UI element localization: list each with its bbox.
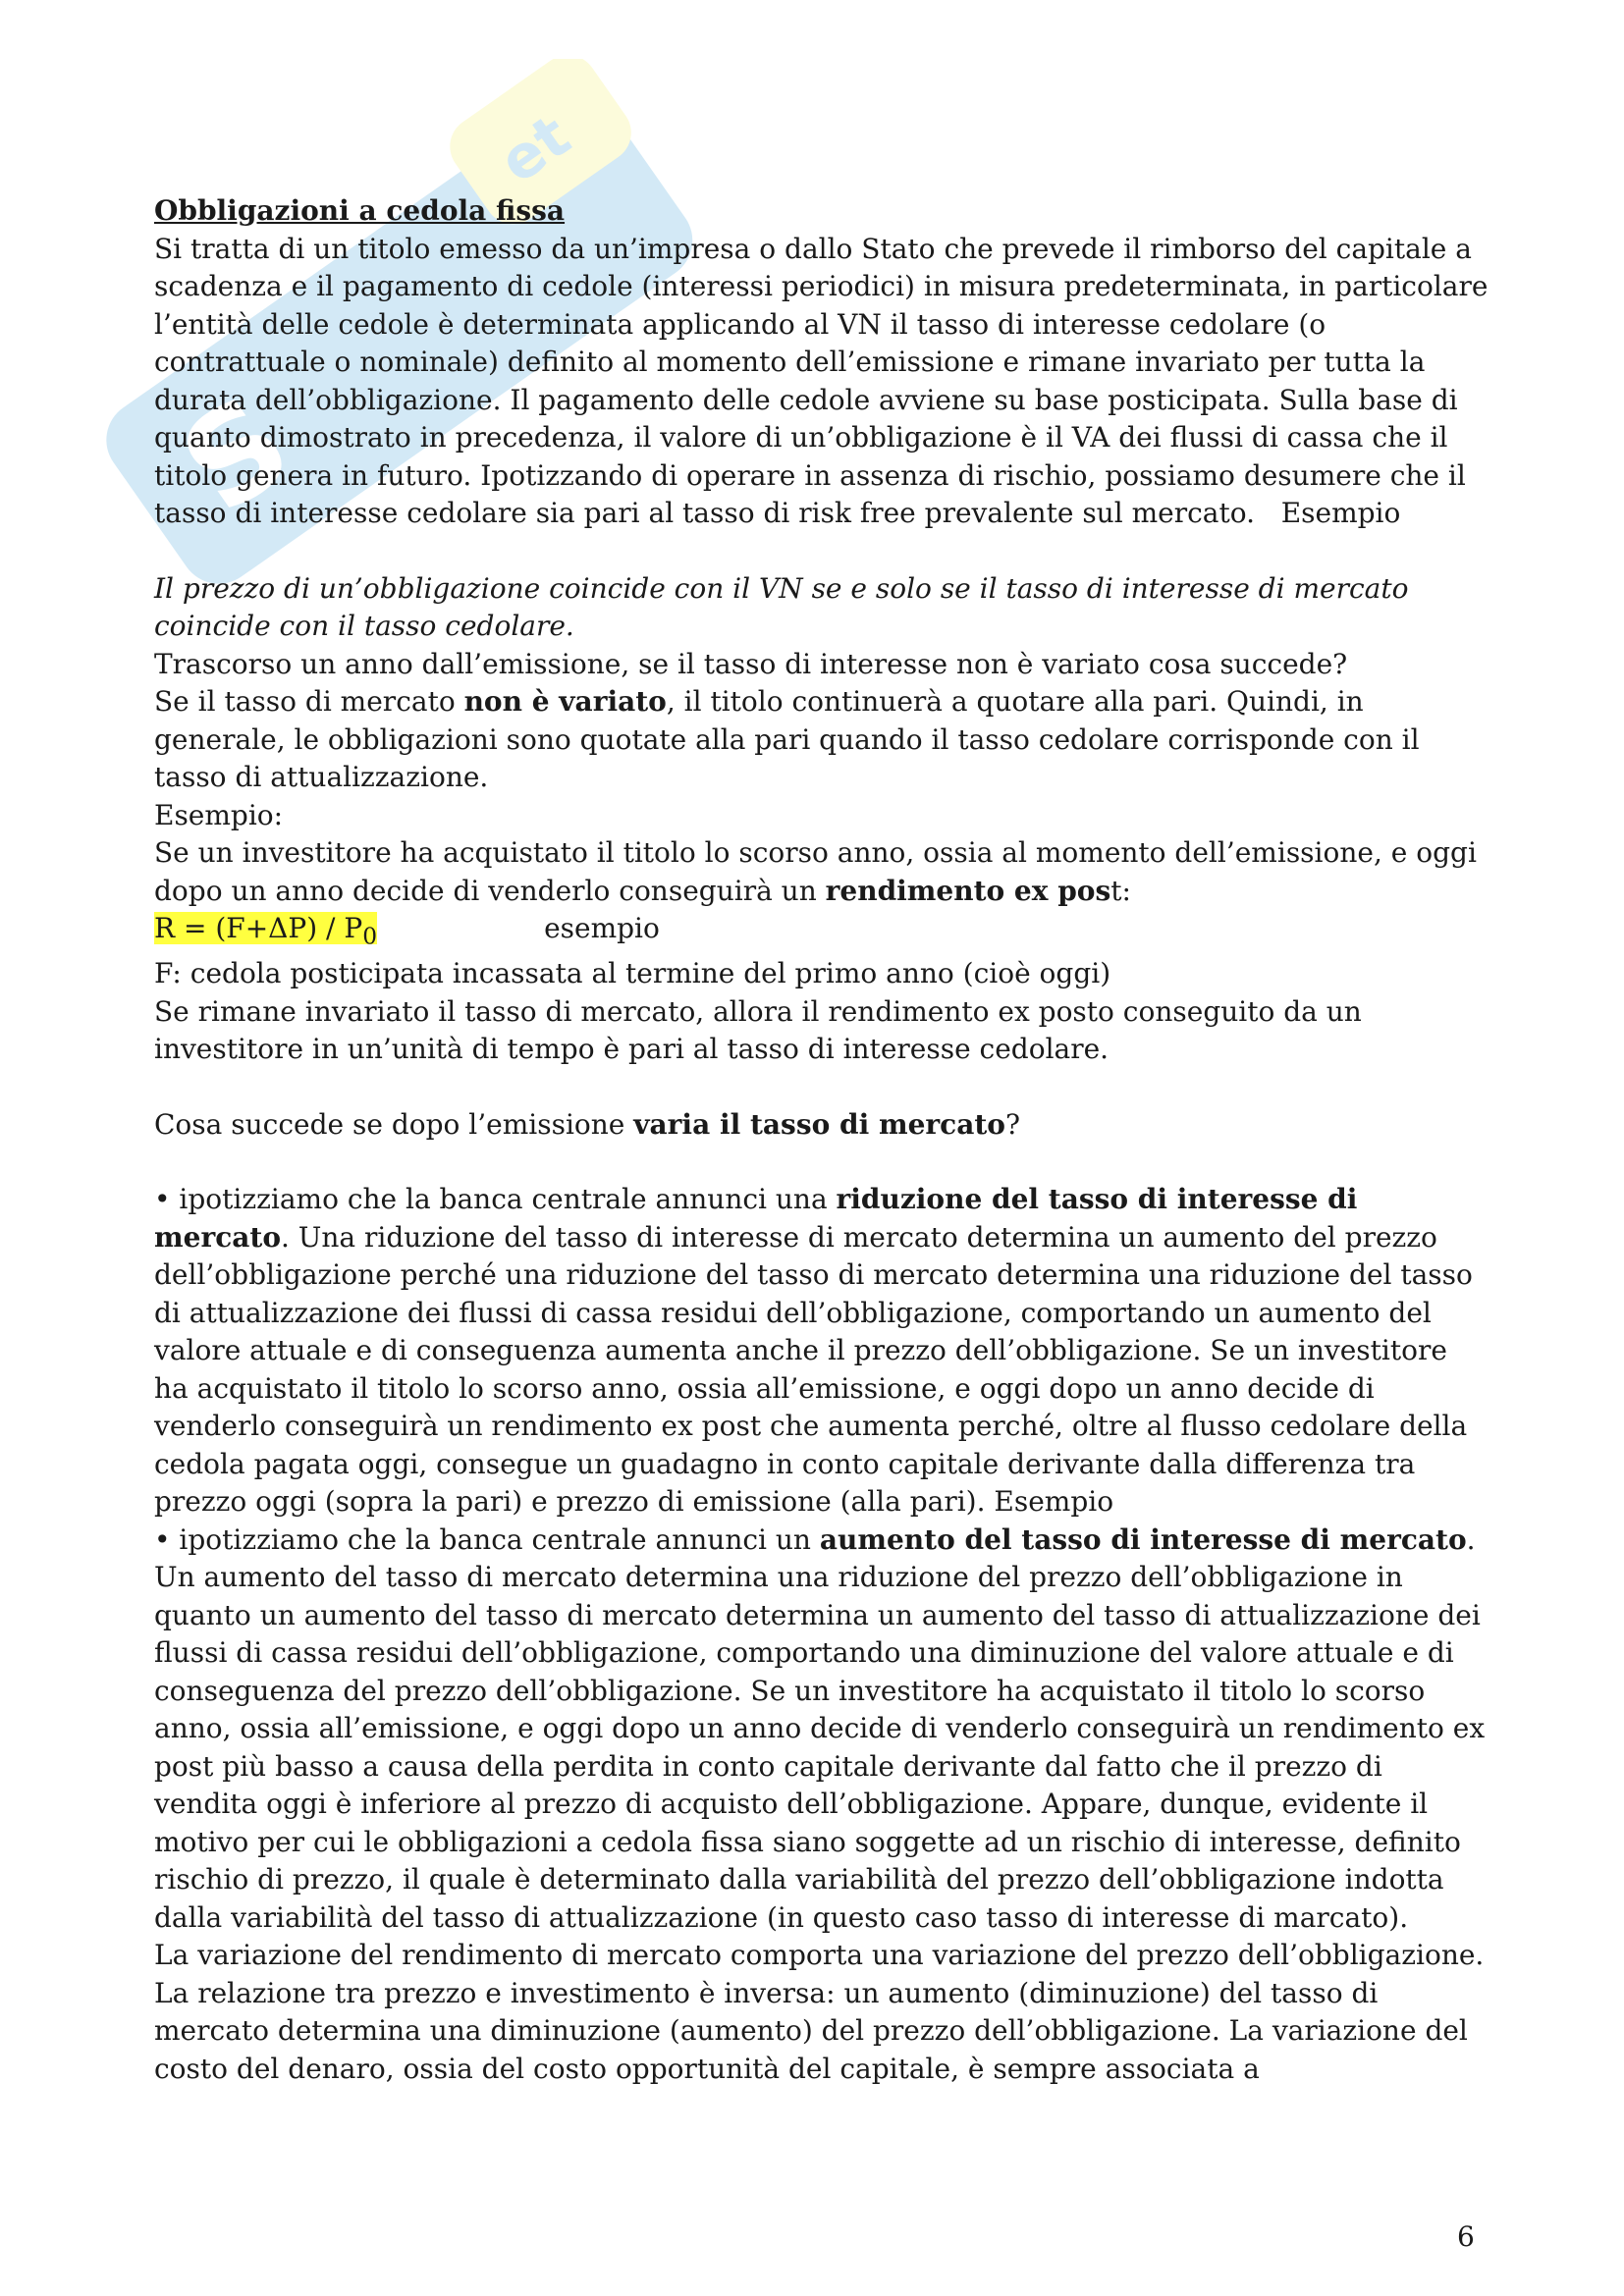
paragraph-par: Se il tasso di mercato non è variato, il titolo continuerà a quotare alla pari. Quindi, in generale, le obbligazioni sono quotate alla pari quando il tasso cedolare corrisponde con il tasso di attualizzazione.	[154, 685, 1420, 793]
paragraph-intro: Si tratta di un titolo emesso da un’impresa o dallo Stato che prevede il rimborso del capitale a scadenza e il pagamento di cedole (interessi periodici) in misura predeterminata, in particolare l’entità delle cedole è determinata applicando al VN il tasso di interesse cedolare (o contrattuale o nominale) definito al momento dell’emissione e rimane invariato per tutta la durata dell’obbligazione. Il pagamento delle cedole avviene su base posticipata. Sulla base di quanto dimostrato in precedenza, il valore di un’obbligazione è il VA dei flussi di cassa che il titolo genera in futuro. Ipotizzando di operare in assenza di rischio, possiamo desumere che il tasso di interesse cedolare sia pari al tasso di risk free prevalente sul mercato. Esempio	[154, 232, 1489, 529]
bullet-rate-decrease: • ipotizziamo che la banca centrale annunci una riduzione del tasso di interesse di mercato. Una riduzione del tasso di interesse di mercato determina un aumento del prezzo dell’obbligazione perché una riduzione del tasso di mercato determina una riduzione del tasso di attualizzazione dei flussi di cassa residui dell’obbligazione, comportando un aumento del valore attuale e di conseguenza aumenta anche il prezzo dell’obbligazione. Se un investitore ha acquistato il titolo lo scorso anno, ossia all’emissione, e oggi dopo un anno decide di venderlo conseguirà un rendimento ex post che aumenta perché, oltre al flusso cedolare della cedola pagata oggi, consegue un guadagno in conto capitale derivante dalla differenza tra prezzo oggi (sopra la pari) e prezzo di emissione (alla pari). Esempio	[154, 1183, 1473, 1519]
formula-example: esempio	[544, 912, 660, 944]
bullet-rate-increase: • ipotizziamo che la banca centrale annunci un aumento del tasso di interesse di mercato. Un aumento del tasso di mercato determina una riduzione del prezzo dell’obbligazione in quanto un aumento del tasso di mercato determina un aumento del tasso di attualizzazione dei flussi di cassa residui dell’obbligazione, comportando una diminuzione del valore attuale e di conseguenza del prezzo dell’obbligazione. Se un investitore ha acquistato il titolo lo scorso anno, ossia all’emissione, e oggi dopo un anno decide di venderlo conseguirà un rendimento ex post più basso a causa della perdita in conto capitale derivante dal fatto che il prezzo di vendita oggi è inferiore al prezzo di acquisto dell’obbligazione. Appare, dunque, evidente il motivo per cui le obbligazioni a cedola fissa siano soggette ad un rischio di interesse, definito rischio di prezzo, il quale è determinato dalla variabilità del prezzo dell’obbligazione indotta dalla variabilità del tasso di attualizzazione (in questo caso tasso di interesse di marcato).	[154, 1522, 1486, 1934]
document-page	[154, 192, 1489, 2088]
formula-line	[154, 910, 1489, 955]
paragraph-return: Se un investitore ha acquistato il titolo lo scorso anno, ossia al momento dell’emissione, e oggi dopo un anno decide di venderlo conseguirà un rendimento ex post:	[154, 836, 1477, 907]
paragraph-italic-note: Il prezzo di un’obbligazione coincide con il VN se e solo se il tasso di interesse di mercato coincide con il tasso cedolare.	[154, 571, 1409, 642]
paragraph-inverse-relation: La variazione del rendimento di mercato comporta una variazione del prezzo dell’obbligazione. La relazione tra prezzo e investimento è inversa: un aumento (diminuzione) del tasso di mercato determina una diminuzione (aumento) del prezzo dell’obbligazione. La variazione del costo del denaro, ossia del costo opportunità del capitale, è sempre associata a	[154, 1939, 1485, 2085]
paragraph-return-conclusion: Se rimane invariato il tasso di mercato, allora il rendimento ex posto conseguito da un investitore in un’unità di tempo è pari al tasso di interesse cedolare.	[154, 994, 1362, 1066]
paragraph-coupon-def: F: cedola posticipata incassata al termine del primo anno (cioè oggi)	[154, 957, 1111, 990]
example-reference: Esempio	[1280, 497, 1401, 529]
paragraph-question: Trascorso un anno dall’emissione, se il tasso di interesse non è variato cosa succede?	[154, 647, 1348, 680]
section-title: Obbligazioni a cedola fissa	[154, 194, 566, 227]
svg-text:S: S	[155, 366, 317, 543]
svg-text:et: et	[487, 101, 583, 197]
paragraph-rate-change: Cosa succede se dopo l’emissione varia il tasso di mercato?	[154, 1107, 1020, 1141]
page-number: 6	[1457, 2220, 1475, 2253]
paragraph-example-label: Esempio:	[154, 798, 284, 831]
formula-highlight: $R = (F+\Delta P) / P_0$	[154, 912, 378, 950]
